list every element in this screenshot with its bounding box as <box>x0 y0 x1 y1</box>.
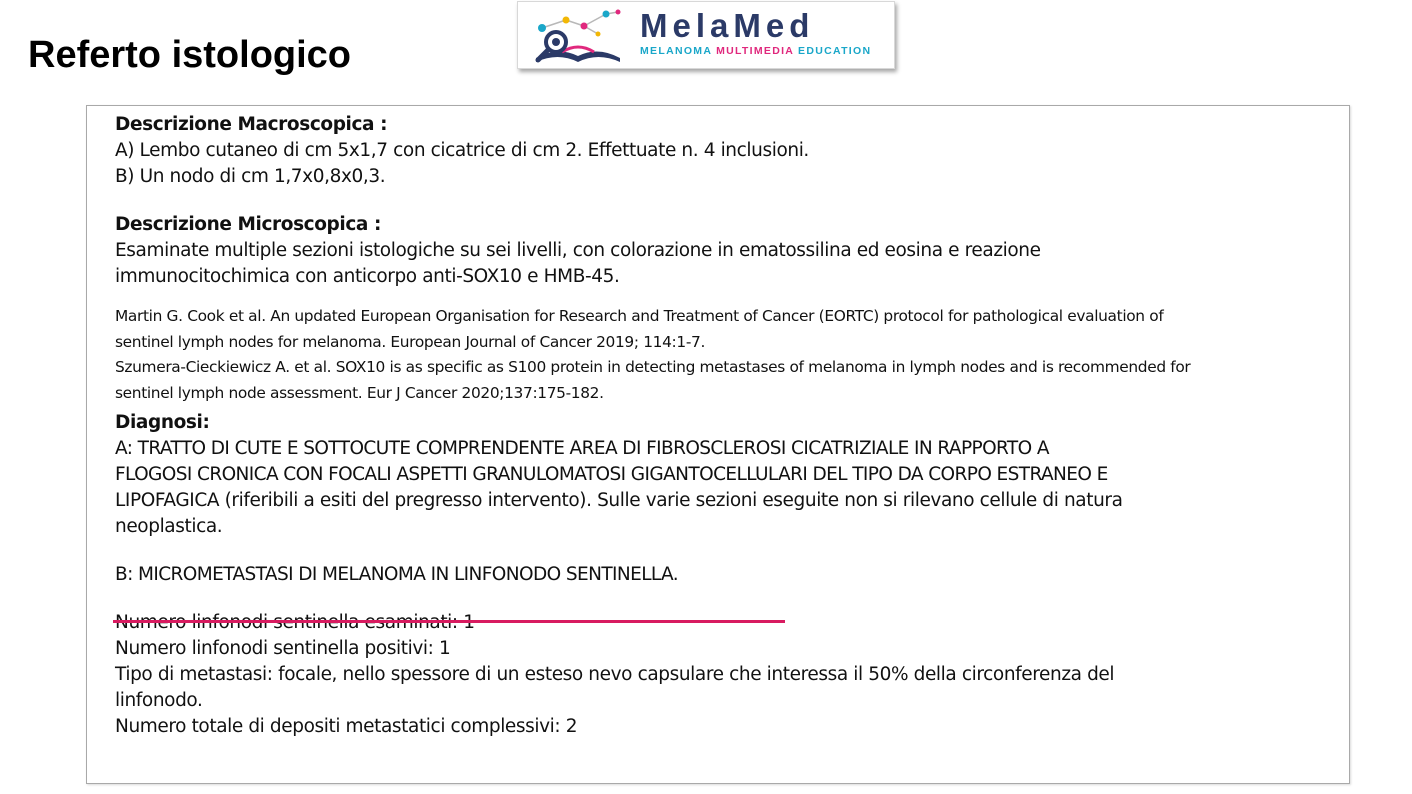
logo-tagline-melanoma: MELANOMA <box>640 45 712 57</box>
macro-heading: Descrizione Macroscopica : <box>115 114 388 135</box>
macro-line: A) Lembo cutaneo di cm 5x1,7 con cicatrice di cm 2. Effettuate n. 4 inclusioni. <box>115 140 809 161</box>
logo-name: MelaMed <box>640 7 815 44</box>
reference-line: Szumera-Cieckiewicz A. et al. SOX10 is as specific as S100 protein in detecting metastases of melanoma in lymph nodes and is recommended for <box>115 358 1191 376</box>
logo-tagline <box>640 44 890 58</box>
detail-line: Numero linfonodi sentinella positivi: 1 <box>115 638 451 659</box>
diagnosis-heading: Diagnosi: <box>115 412 210 433</box>
magnifier-book-network-icon <box>522 6 634 66</box>
reference-line: Martin G. Cook et al. An updated European Organisation for Research and Treatment of Cancer (EORTC) protocol for pathological evaluation of <box>115 307 1164 325</box>
macro-line: B) Un nodo di cm 1,7x0,8x0,3. <box>115 166 386 187</box>
melamed-logo <box>517 1 895 69</box>
diagnosis-b-line: B: MICROMETASTASI DI MELANOMA IN LINFONODO SENTINELLA. <box>115 564 679 585</box>
reference-line: sentinel lymph node assessment. Eur J Cancer 2020;137:175-182. <box>115 383 604 402</box>
diagnosis-a-line: A: TRATTO DI CUTE E SOTTOCUTE COMPRENDENTE AREA DI FIBROSCLEROSI CICATRIZIALE IN RAPPORTO A <box>115 438 1049 459</box>
diagnosis-a-line: LIPOFAGICA (riferibili a esiti del pregresso intervento). Sulle varie sezioni eseguite non si rilevano cellule di natura <box>115 490 1123 511</box>
logo-tagline-education: EDUCATION <box>798 45 872 57</box>
slide-title: Referto istologico <box>28 34 352 76</box>
detail-line: Tipo di metastasi: focale, nello spessore di un esteso nevo capsulare che interessa il 50% della circonferenza del <box>115 664 1115 685</box>
diagnosis-a-line: neoplastica. <box>115 516 223 537</box>
histology-report <box>86 105 1350 784</box>
reference-line: sentinel lymph nodes for melanoma. European Journal of Cancer 2019; 114:1-7. <box>115 332 706 351</box>
highlight-underline <box>113 620 785 623</box>
detail-line <box>115 610 1335 636</box>
logo-tagline-multimedia: MULTIMEDIA <box>716 45 794 57</box>
micro-line: Esaminate multiple sezioni istologiche su sei livelli, con colorazione in ematossilina ed eosina e reazione <box>115 240 1041 261</box>
detail-line: Numero totale di depositi metastatici complessivi: 2 <box>115 716 578 737</box>
report-content <box>115 112 1335 740</box>
detail-line: linfonodo. <box>115 690 203 711</box>
diagnosis-a-line: FLOGOSI CRONICA CON FOCALI ASPETTI GRANULOMATOSI GIGANTOCELLULARI DEL TIPO DA CORPO ESTRANEO E <box>115 464 1108 485</box>
micro-heading: Descrizione Microscopica : <box>115 214 382 235</box>
micro-line: immunocitochimica con anticorpo anti-SOX10 e HMB-45. <box>115 266 620 287</box>
